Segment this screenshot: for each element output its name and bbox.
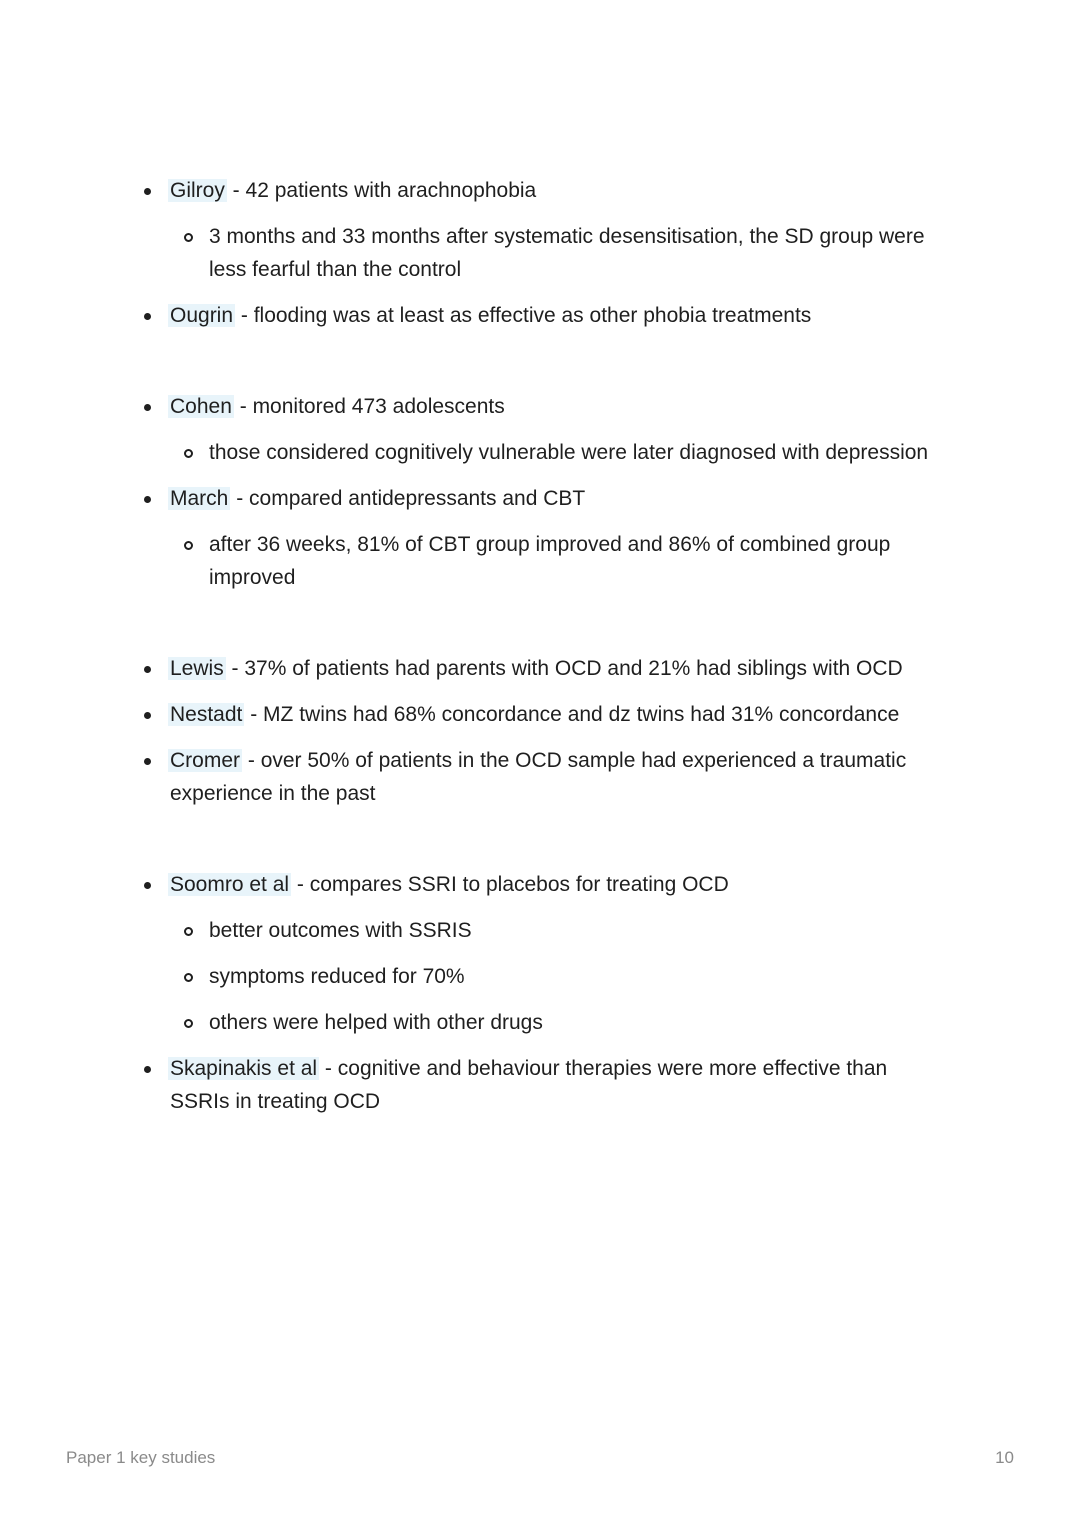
detail-text: after 36 weeks, 81% of CBT group improved and 86% of combined group improved	[209, 533, 891, 589]
study-finding: compares SSRI to placebos for treating OCD	[309, 873, 729, 896]
studies-list	[140, 174, 940, 1131]
study-author: Ougrin	[170, 304, 234, 327]
footer-title: Paper 1 key studies	[66, 1448, 216, 1467]
bullet-icon	[144, 882, 151, 889]
detail-text: those considered cognitively vulnerable were later diagnosed with depression	[209, 441, 929, 464]
study-finding: MZ twins had 68% concordance and dz twins had 31% concordance	[263, 703, 900, 726]
bullet-icon	[144, 758, 151, 765]
page-number: 10	[995, 1448, 1014, 1467]
separator: -	[244, 703, 264, 726]
separator: -	[319, 1057, 338, 1080]
separator: -	[242, 749, 261, 772]
bullet-icon	[144, 496, 151, 503]
hollow-bullet-icon	[184, 973, 193, 982]
hollow-bullet-icon	[184, 233, 193, 242]
study-item	[140, 652, 940, 685]
study-finding: over 50% of patients in the OCD sample had experienced a traumatic experience in the past	[170, 749, 907, 805]
study-finding: 37% of patients had parents with OCD and 21% had siblings with OCD	[244, 657, 903, 680]
study-detail	[140, 528, 940, 594]
separator: -	[235, 304, 254, 327]
study-finding: flooding was at least as effective as other phobia treatments	[253, 304, 812, 327]
separator: -	[226, 179, 246, 202]
study-detail	[140, 960, 940, 993]
study-finding: 42 patients with arachnophobia	[245, 179, 537, 202]
hollow-bullet-icon	[184, 541, 193, 550]
detail-text: 3 months and 33 months after systematic desensitisation, the SD group were less fearful than the control	[209, 225, 925, 281]
bullet-icon	[144, 188, 151, 195]
study-item	[140, 1052, 940, 1118]
hollow-bullet-icon	[184, 449, 193, 458]
bullet-icon	[144, 666, 151, 673]
bullet-icon	[144, 1066, 151, 1073]
separator: -	[225, 657, 245, 680]
section-gap	[140, 607, 940, 652]
detail-text: better outcomes with SSRIS	[209, 919, 472, 942]
study-author: Nestadt	[170, 703, 243, 726]
study-author: March	[170, 487, 229, 510]
hollow-bullet-icon	[184, 1019, 193, 1028]
study-finding: monitored 473 adolescents	[252, 395, 505, 418]
section-gap	[140, 345, 940, 390]
study-detail	[140, 1006, 940, 1039]
study-author: Lewis	[170, 657, 224, 680]
study-item	[140, 174, 940, 207]
study-detail	[140, 436, 940, 469]
study-author: Skapinakis et al	[170, 1057, 318, 1080]
hollow-bullet-icon	[184, 927, 193, 936]
section-gap	[140, 823, 940, 868]
study-item	[140, 390, 940, 423]
separator: -	[291, 873, 310, 896]
study-author: Cohen	[170, 395, 232, 418]
bullet-icon	[144, 313, 151, 320]
separator: -	[230, 487, 250, 510]
study-author: Cromer	[170, 749, 241, 772]
detail-text: others were helped with other drugs	[209, 1011, 543, 1034]
study-item	[140, 868, 940, 901]
study-finding: compared antidepressants and CBT	[249, 487, 586, 510]
detail-text: symptoms reduced for 70%	[209, 965, 465, 988]
study-detail	[140, 914, 940, 947]
study-author: Gilroy	[170, 179, 225, 202]
study-item	[140, 299, 940, 332]
separator: -	[233, 395, 253, 418]
bullet-icon	[144, 712, 151, 719]
study-detail	[140, 220, 940, 286]
study-item	[140, 744, 940, 810]
bullet-icon	[144, 404, 151, 411]
study-item	[140, 698, 940, 731]
study-item	[140, 482, 940, 515]
study-finding: cognitive and behaviour therapies were more effective than SSRIs in treating OCD	[170, 1057, 888, 1113]
study-author: Soomro et al	[170, 873, 290, 896]
